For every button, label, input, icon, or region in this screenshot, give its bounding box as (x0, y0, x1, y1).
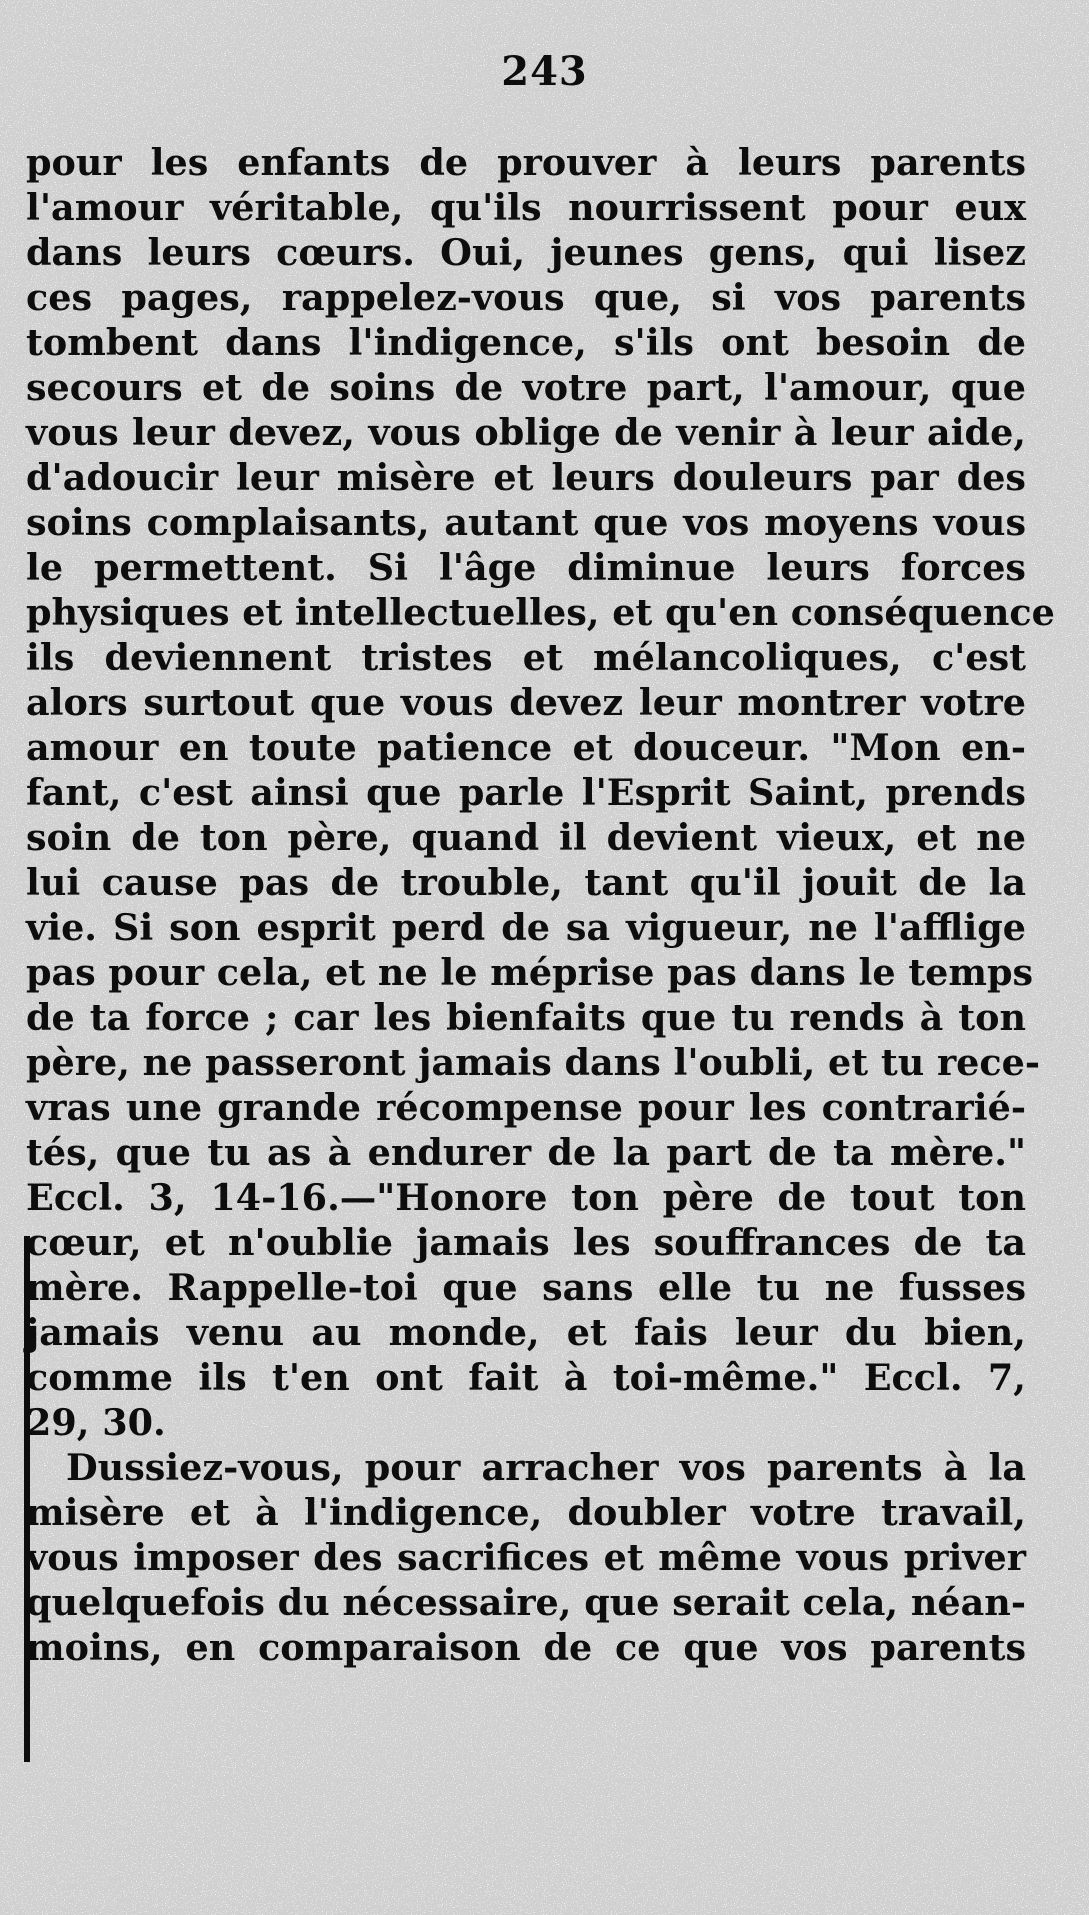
text-line: l'amour véritable, qu'ils nourrissent pour eux (26, 186, 1026, 229)
body-text (26, 140, 1055, 1670)
text-line: fant, c'est ainsi que parle l'Esprit Saint, prends (26, 771, 1026, 814)
text-line: dans leurs cœurs. Oui, jeunes gens, qui lisez (26, 231, 1026, 274)
text-line: pas pour cela, et ne le méprise pas dans le temps (26, 951, 1034, 994)
text-line: vras une grande récompense pour les contrarié- (26, 1086, 1026, 1129)
text-line: ils deviennent tristes et mélancoliques, c'est (26, 636, 1026, 679)
text-line: moins, en comparaison de ce que vos parents (26, 1626, 1026, 1669)
text-line: mère. Rappelle-toi que sans elle tu ne fusses (26, 1266, 1026, 1309)
text-line: pour les enfants de prouver à leurs parents (26, 141, 1026, 184)
text-line: cœur, et n'oublie jamais les souffrances de ta (26, 1221, 1026, 1264)
text-line: d'adoucir leur misère et leurs douleurs par des (26, 456, 1026, 499)
text-line: misère et à l'indigence, doubler votre travail, (26, 1491, 1026, 1534)
text-line: jamais venu au monde, et fais leur du bien, (26, 1311, 1026, 1354)
text-line: lui cause pas de trouble, tant qu'il jouit de la (26, 861, 1026, 904)
text-line: soins complaisants, autant que vos moyens vous (26, 501, 1026, 544)
text-line: vous leur devez, vous oblige de venir à leur aide, (26, 411, 1026, 454)
paragraph-start-line: Dussiez-vous, pour arracher vos parents à la (66, 1446, 1026, 1489)
text-line: quelquefois du nécessaire, que serait cela, néan- (26, 1581, 1026, 1624)
text-line: le permettent. Si l'âge diminue leurs forces (26, 546, 1026, 589)
text-line: physiques et intellectuelles, et qu'en conséquence (26, 591, 1055, 634)
text-line: de ta force ; car les bienfaits que tu rends à ton (26, 996, 1026, 1039)
text-line: vie. Si son esprit perd de sa vigueur, ne l'afflige (26, 906, 1026, 949)
text-line: ces pages, rappelez-vous que, si vos parents (26, 276, 1026, 319)
text-line: vous imposer des sacrifices et même vous priver (26, 1536, 1026, 1579)
text-line: Eccl. 3, 14-16.—"Honore ton père de tout ton (26, 1176, 1026, 1219)
page-number: 243 (501, 48, 588, 95)
text-line: secours et de soins de votre part, l'amour, que (26, 366, 1026, 409)
text-line: alors surtout que vous devez leur montrer votre (26, 681, 1026, 724)
text-line: soin de ton père, quand il devient vieux, et ne (26, 816, 1026, 859)
text-line: amour en toute patience et douceur. "Mon en- (26, 726, 1026, 769)
text-line: tés, que tu as à endurer de la part de ta mère." (26, 1131, 1026, 1174)
text-line: comme ils t'en ont fait à toi-même." Eccl. 7, (26, 1356, 1026, 1399)
paragraph-end-line: 29, 30. (26, 1401, 166, 1444)
text-line: père, ne passeront jamais dans l'oubli, et tu rece- (26, 1041, 1040, 1084)
text-line: tombent dans l'indigence, s'ils ont besoin de (26, 321, 1026, 364)
